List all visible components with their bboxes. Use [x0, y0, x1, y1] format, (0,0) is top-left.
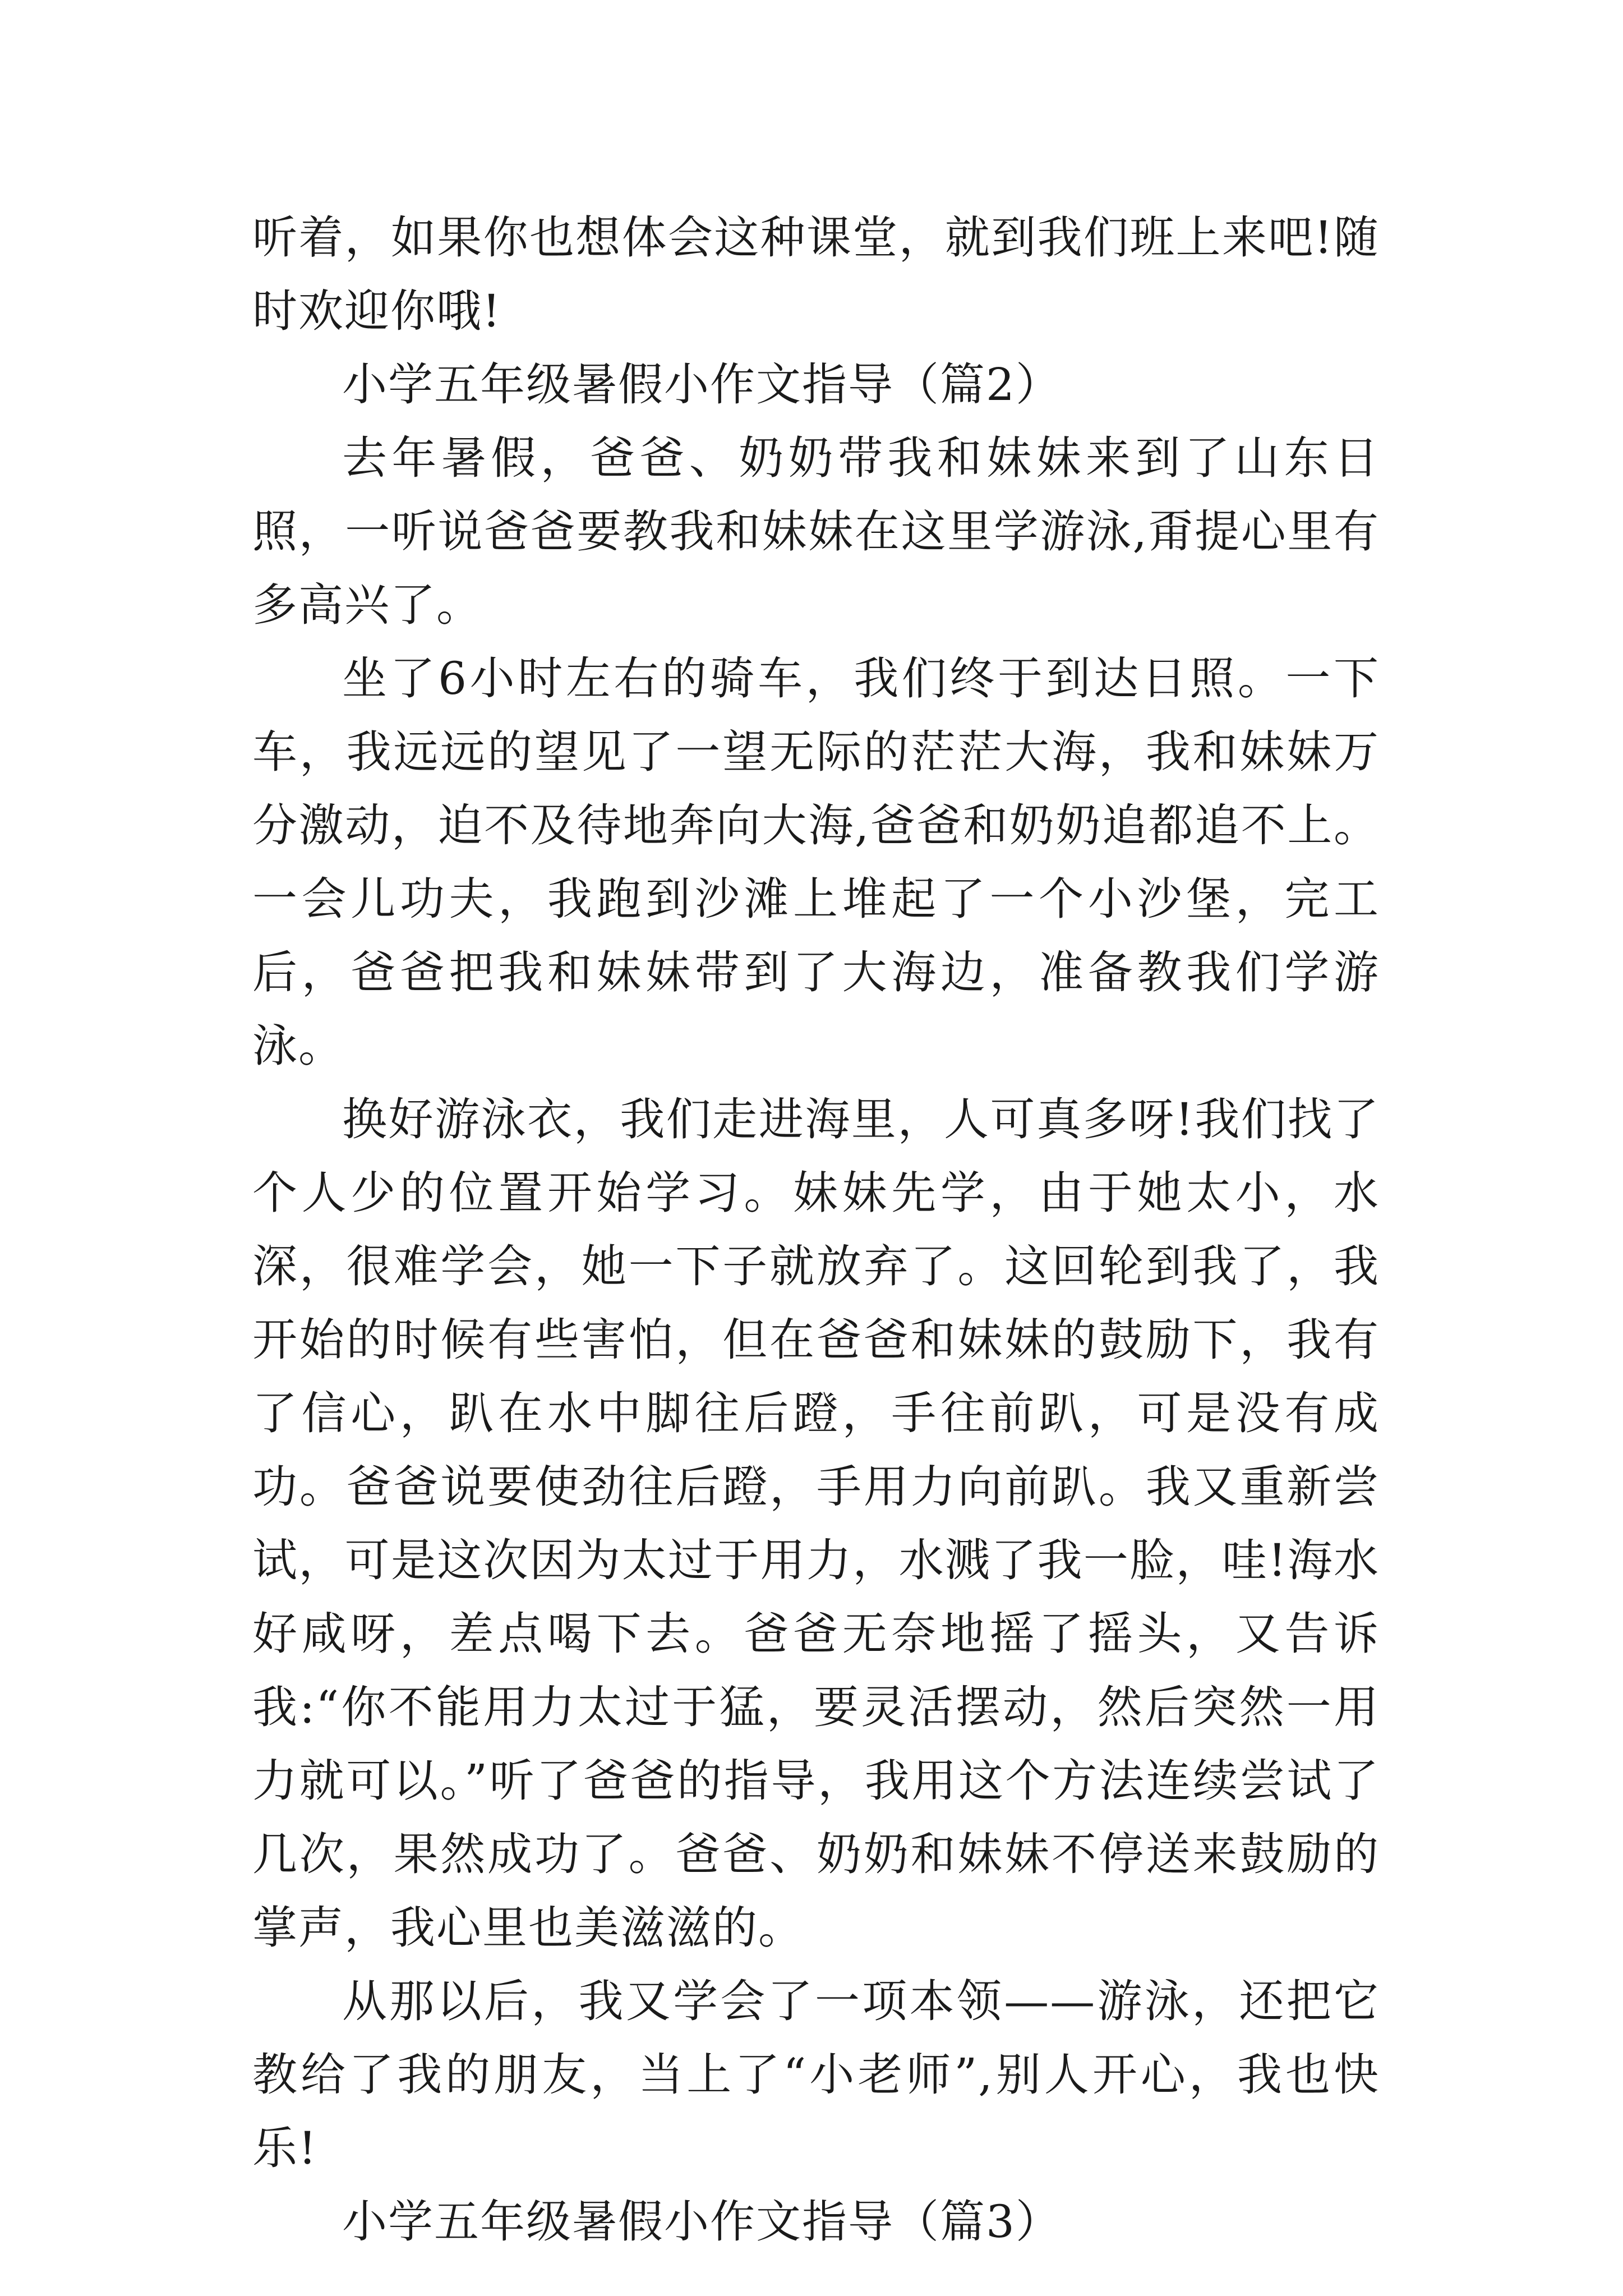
section-heading-3: 小学五年级暑假小作文指导（篇3） [342, 2196, 1062, 2248]
paragraph-conclusion: 从那以后，我又学会了一项本领——游泳，还把它教给了我的朋友，当上了“小老师”,别人开心，我也快乐! [252, 1975, 1380, 2174]
paragraph-arrival: 坐了6小时左右的骑车，我们终于到达日照。一下车，我远远的望见了一望无际的茫茫大海，我和妹妹万分激动，迫不及待地奔向大海,爸爸和奶奶追都追不上。一会儿功夫，我跑到沙滩上堆起了一个小沙堡，完工后，爸爸把我和妹妹带到了大海边，准备教我们学游泳。 [252, 652, 1380, 1072]
section-heading-2: 小学五年级暑假小作文指导（篇2） [342, 358, 1062, 411]
paragraph-learning: 换好游泳衣，我们走进海里，人可真多呀!我们找了个人少的位置开始学习。妹妹先学，由于她太小，水深，很难学会，她一下子就放弃了。这回轮到我了，我开始的时候有些害怕，但在爸爸和妹妹的鼓励下，我有了信心，趴在水中脚往后蹬，手往前趴，可是没有成功。爸爸说要使劲往后蹬，手用力向前趴。我又重新尝试，可是这次因为太过于用力，水溅了我一脸，哇!海水好咸呀，差点喝下去。爸爸无奈地摇了摇头，又告诉我:“你不能用力太过于猛，要灵活摆动，然后突然一用力就可以。”听了爸爸的指导，我用这个方法连续尝试了几次，果然成功了。爸爸、奶奶和妹妹不停送来鼓励的掌声，我心里也美滋滋的。 [252, 1093, 1380, 1954]
paragraph-continuation: 听着，如果你也想体会这种课堂，就到我们班上来吧!随时欢迎你哦! [252, 211, 1380, 337]
document-body [252, 201, 1380, 2258]
paragraph-intro: 去年暑假，爸爸、奶奶带我和妹妹来到了山东日照，一听说爸爸要教我和妹妹在这里学游泳,甭提心里有多高兴了。 [252, 432, 1380, 631]
